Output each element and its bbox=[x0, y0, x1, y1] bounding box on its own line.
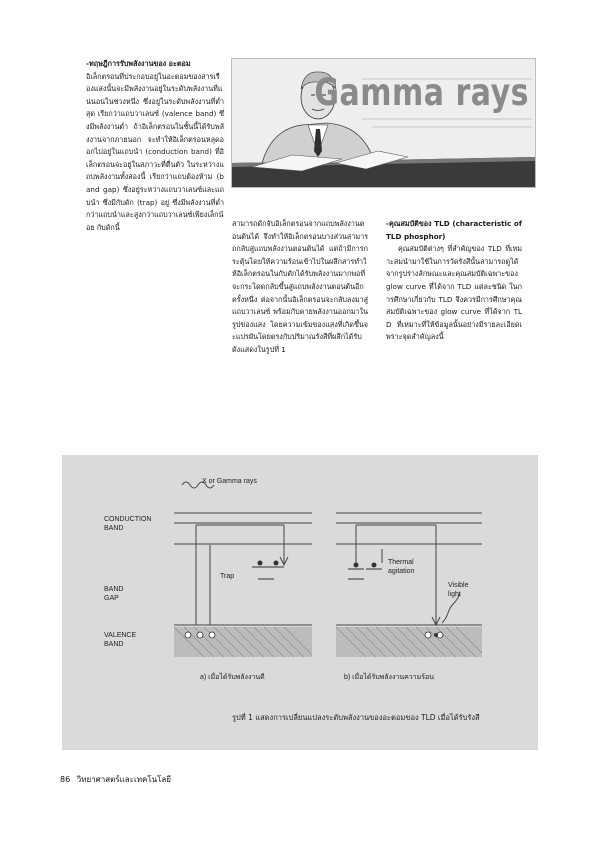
visible-light-label: Visible light bbox=[448, 582, 469, 598]
page-footer bbox=[60, 773, 175, 786]
gamma-rays-banner-illustration bbox=[231, 58, 536, 188]
energy-band-diagram bbox=[62, 455, 538, 750]
paragraph-tld-characteristics: คุณสมบัติต่างๆ ที่สำคัญของ TLD ที่เหมาะสมนำมาใช้ในการวัดรังสีนั้นสามารถดูได้จากรูปร่างลักษณะและคุณสมบัติเฉพาะของ glow curve ที่ได้จาก TLD แต่ละชนิด ในการศึกษาเกี่ยวกับ TLD จึงควรมีการศึกษาคุณสมบัติเฉพาะของ glow curve ที่ได้จาก TLD ที่เหมาะที่ให้ข้อมูลนั้นอย่างมีรายละเอียดเพราะจุดสำคัญลงนี้ bbox=[386, 244, 522, 342]
subcaption-b: b) เมื่อได้รับพลังงานความร้อน bbox=[344, 674, 435, 681]
paragraph-trap-mechanism: สามารถดักจับอิเล็กตรอนจากแถบพลังงานตอนต้นได้ จึงทำให้อิเล็กตรอนบางส่วนสามารถกลับสู่แถบพลังงานตอนต้นได้ แต่ถ้ามีการกระตุ้นโดยให้ความร้อนเข้าไปในผลึกสารทำให้อิเล็กตรอนในกับดักได้รับพลังงานมากพอที่จะกระโดดกลับขึ้นสู่แถบพลังงานตอนต้นอีกครั้งหนึ่ง ต่อจากนั้นอิเล็กตรอนจะกลับลงมาสู่แถบวาเลนซ์ พร้อมกับคายพลังงานออกมาในรูปของแสง โดยความเข้มของแสงที่เกิดขึ้นจะแปรผันโดยตรงกับปริมาณรังสีที่ผลึกได้รับ ดังแสดงในรูปที่ 1 bbox=[232, 219, 368, 354]
text-column-2 bbox=[232, 218, 368, 357]
page-number: 86 bbox=[60, 775, 71, 784]
banner-title: Gamma rays bbox=[314, 71, 529, 115]
band-gap-label: BAND GAP bbox=[104, 586, 124, 602]
section-heading-theory: -ทฤษฎีการรับพลังงานของ อะตอม bbox=[86, 59, 191, 68]
subcaption-a: a) เมื่อได้รับพลังงานดี bbox=[200, 674, 265, 681]
conduction-band-label: CONDUCTION BAND bbox=[104, 516, 152, 532]
text-column-3 bbox=[386, 218, 522, 344]
figure-caption: รูปที่ 1 แสดงการเปลี่ยนแปลงระดับพลังงานของอะตอมของ TLD เมื่อได้รับรังสี bbox=[232, 713, 480, 722]
section-heading-tld-characteristics: -คุณสมบัติของ TLD (characteristic of TLD phosphor) bbox=[386, 219, 522, 241]
text-column-1 bbox=[86, 58, 224, 234]
paragraph-theory: อิเล็กตรอนที่ประกอบอยู่ในอะตอมของสารเรืองแสงนั้นจะมีพลังงานอยู่ในระดับพลังงานที่แน่นอนในช่วงหนึ่ง ซึ่งอยู่ในระดับพลังงานที่ต่ำสุด เรียกว่าแถบวาเลนซ์ (valence band) ซึ่งมีพลังงานต่ำ ถ้าอิเล็กตรอนในชั้นนี้ได้รับพลังงานจากภายนอก จะทำให้อิเล็กตรอนหลุดออกไปอยู่ในแถบนำ (conduction band) ที่อิเล็กตรอนจะอยู่ในสภาวะที่ตื่นตัว ในระหว่างแถบพลังงานทั้งสองนี้ เรียกว่าแถบต้องห้าม (band gap) ซึ่งอยู่ระหว่างแถบวาเลนซ์และแถบนำ ซึ่งมีกับดัก (trap) อยู่ ซึ่งมีพลังงานที่ต่ำกว่าแถบนำและสูงกว่าแถบวาเลนซ์เพียงเล็กน้อย กับดักนี้ bbox=[86, 71, 224, 232]
trap-label: Trap bbox=[220, 573, 235, 580]
energy-band-figure bbox=[62, 455, 538, 750]
incoming-radiation-label: X or Gamma rays bbox=[202, 478, 257, 485]
valence-band-label: VALENCE BAND bbox=[104, 632, 137, 648]
thermal-agitation-label: Thermal agitation bbox=[388, 559, 415, 575]
publication-name: วิทยาศาสตร์และเทคโนโลยี bbox=[76, 775, 171, 784]
